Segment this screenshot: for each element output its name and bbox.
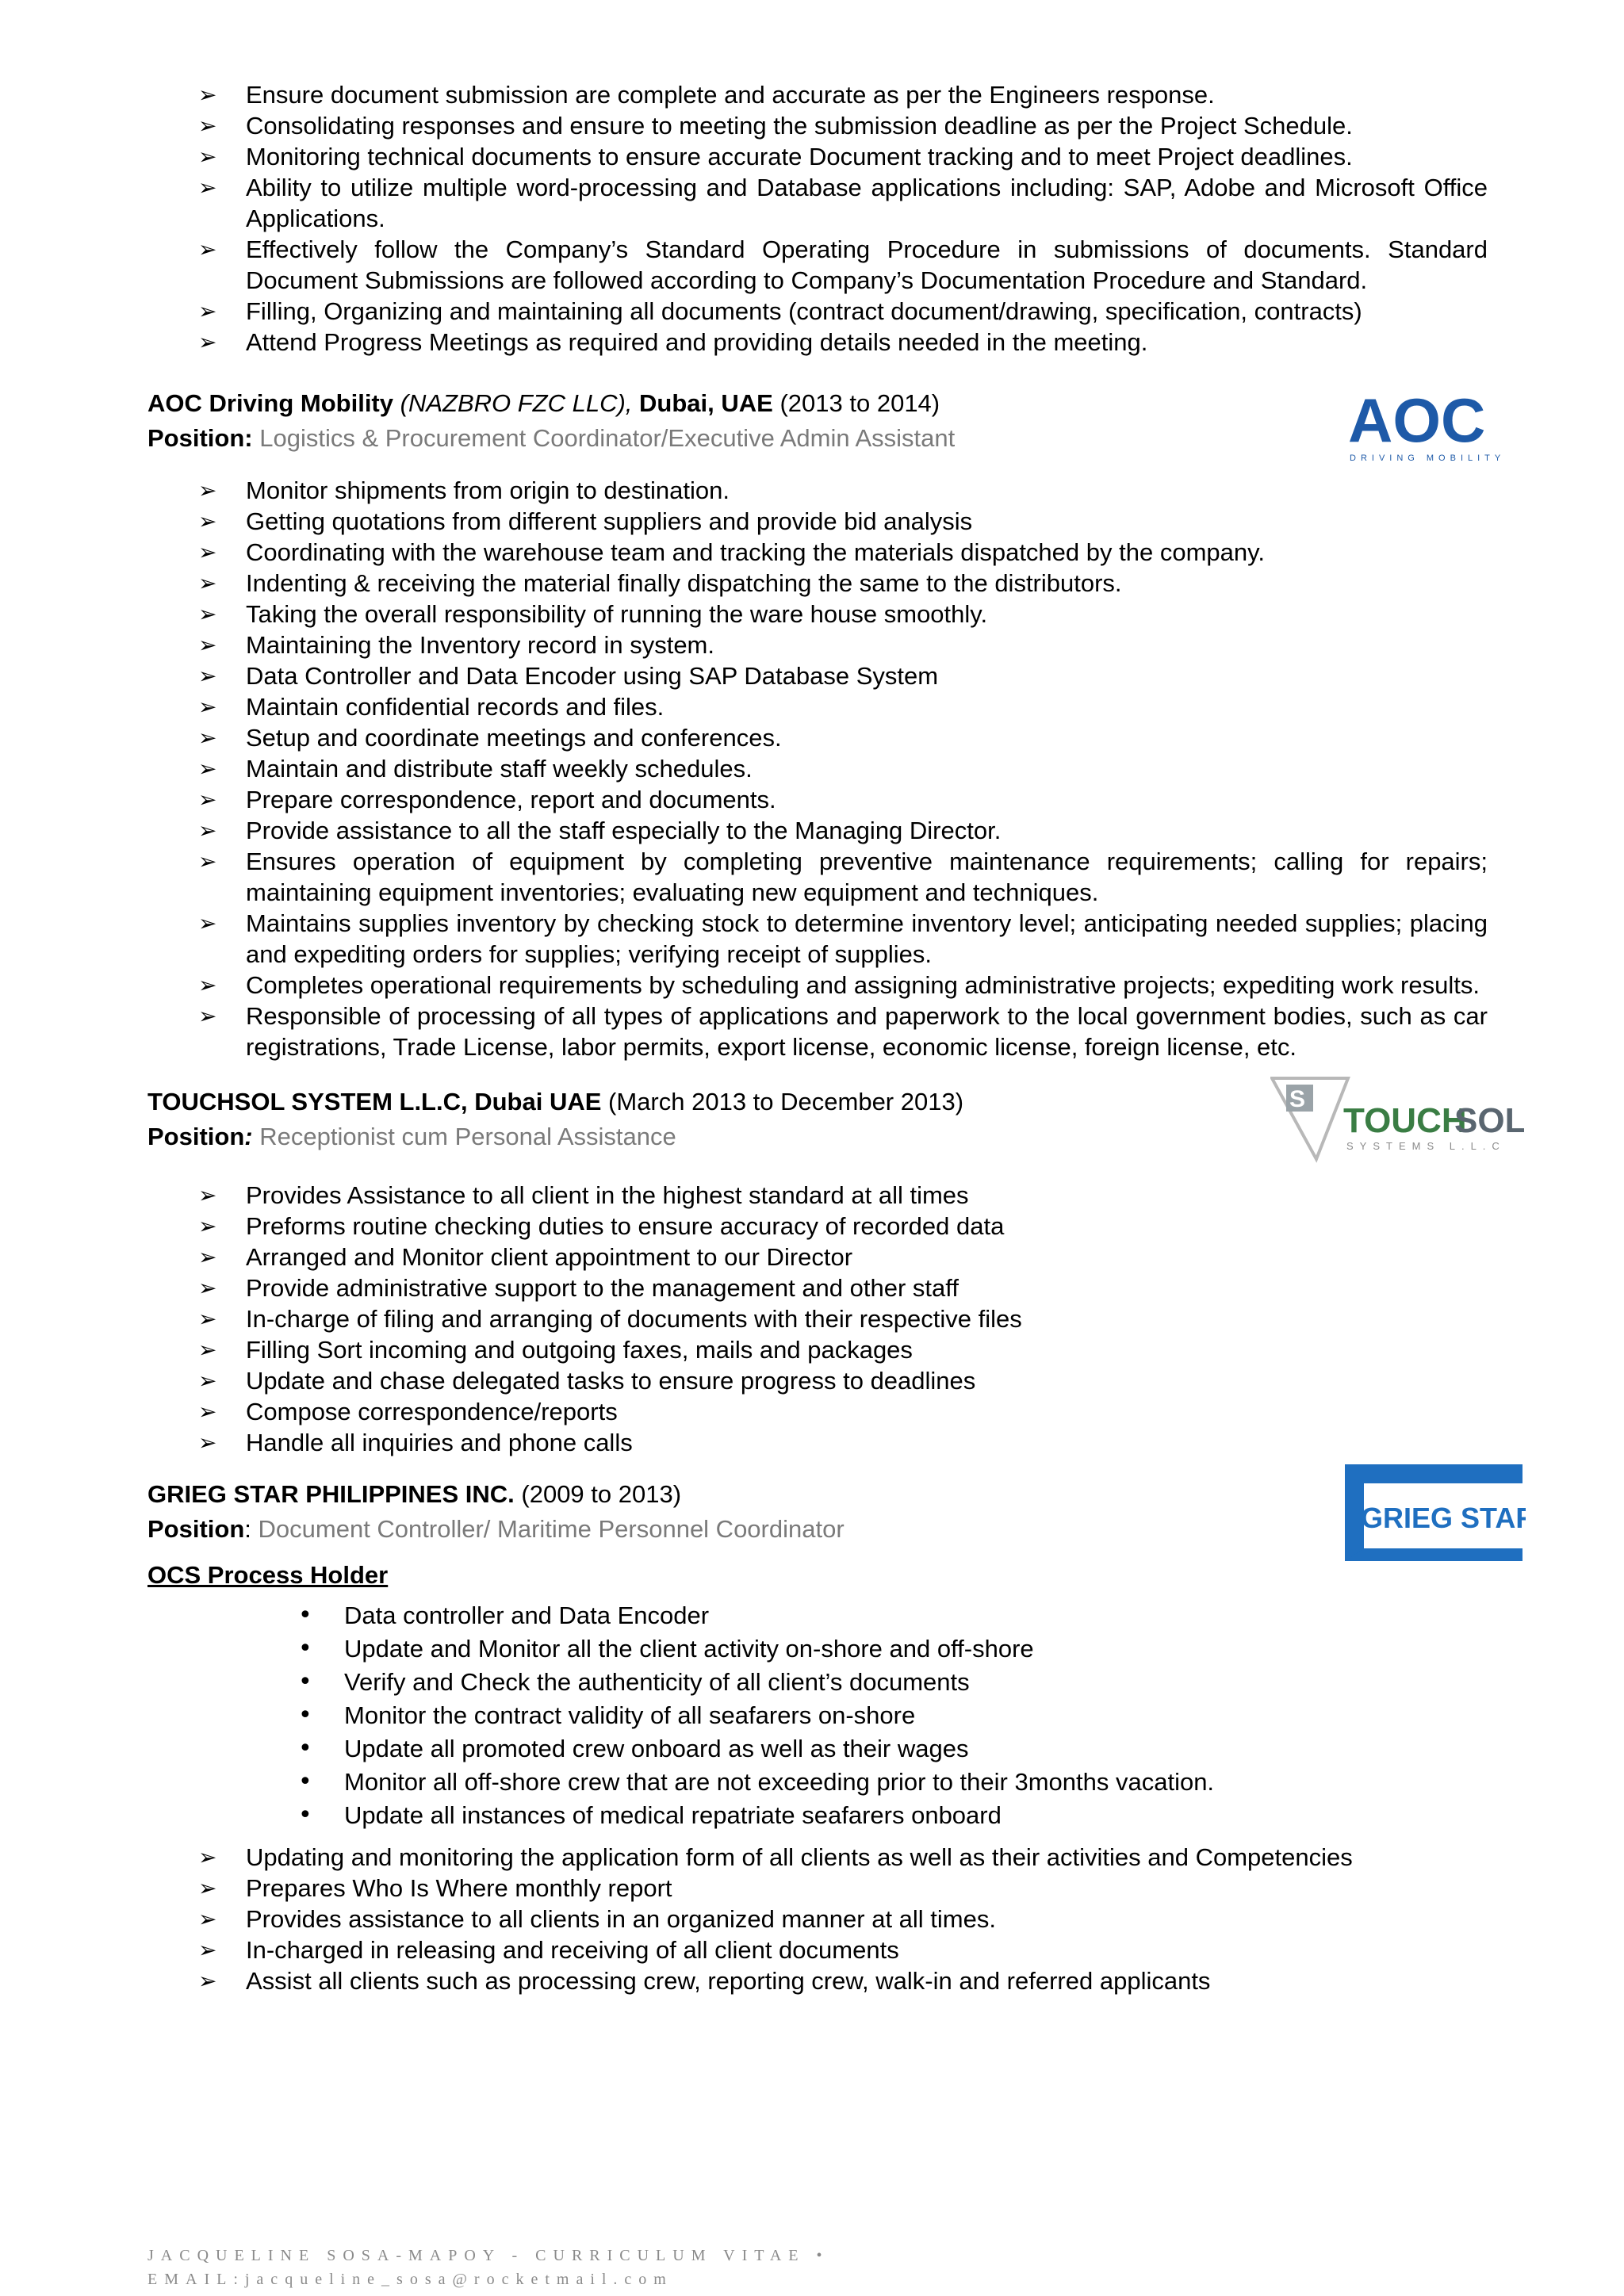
bullet-item: ➢ Handle all inquiries and phone calls — [246, 1427, 1488, 1458]
page-footer — [147, 2244, 829, 2291]
touchsol-bullet-list — [147, 1180, 1488, 1458]
svg-text:S: S — [1289, 1086, 1306, 1112]
aoc-logo — [1343, 386, 1526, 465]
aoc-logo-text: AOC — [1348, 386, 1486, 455]
bullet-item: • Data controller and Data Encoder — [344, 1599, 1488, 1632]
position-colon: : — [244, 1123, 253, 1150]
aoc-logo-sub: DRIVING MOBILITY — [1350, 453, 1506, 463]
position-label: Position: — [147, 424, 253, 452]
job-aoc — [147, 386, 1506, 1062]
bullet-item: ➢ In-charged in releasing and receiving of all client documents — [246, 1934, 1488, 1965]
footer-title: JACQUELINE SOSA-MAPOY - CURRICULUM VITAE • — [147, 2247, 829, 2264]
bullet-item: ➢ Provides Assistance to all client in the highest standard at all times — [246, 1180, 1488, 1211]
bullet-item: ➢ Effectively follow the Company’s Standard Operating Procedure in submissions of documents. Standard Document Submissions are followed according to Company’s Documentation Procedure and Standard. — [246, 234, 1488, 296]
company-legal-name: (NAZBRO FZC LLC), — [400, 389, 633, 417]
aoc-bullet-list — [147, 475, 1488, 1062]
position-title: Logistics & Procurement Coordinator/Executive Admin Assistant — [259, 424, 956, 452]
position-title: Document Controller/ Maritime Personnel Coordinator — [258, 1515, 845, 1543]
bullet-item: • Verify and Check the authenticity of all client’s documents — [344, 1666, 1488, 1699]
bullet-item: ➢ Responsible of processing of all types of applications and paperwork to the local government bodies, such as car registrations, Trade License, labor permits, export license, economic license, foreign license, etc. — [246, 1001, 1488, 1062]
bullet-item: ➢ Assist all clients such as processing crew, reporting crew, walk-in and referred applicants — [246, 1965, 1488, 1996]
bullet-item: ➢ Update and chase delegated tasks to ensure progress to deadlines — [246, 1365, 1488, 1396]
job-grieg-header — [147, 1477, 1488, 1512]
company-name: GRIEG STAR PHILIPPINES INC. — [147, 1480, 515, 1508]
bullet-item: ➢ Coordinating with the warehouse team and tracking the materials dispatched by the company. — [246, 537, 1488, 568]
bullet-item: ➢ Prepares Who Is Where monthly report — [246, 1873, 1488, 1904]
position-title: Receptionist cum Personal Assistance — [259, 1123, 676, 1150]
job-aoc-position — [147, 421, 1488, 456]
company-name: AOC Driving Mobility — [147, 389, 393, 417]
bullet-item: ➢ Maintains supplies inventory by checking stock to determine inventory level; anticipating needed supplies; placing and expediting orders for supplies; verifying receipt of supplies. — [246, 908, 1488, 970]
touchsol-logo — [1270, 1073, 1524, 1169]
touchsol-logo-text-b: SOL — [1454, 1101, 1524, 1140]
bullet-item: ➢ Filling, Organizing and maintaining all documents (contract document/drawing, specification, contracts) — [246, 296, 1488, 327]
bullet-item: ➢ Completes operational requirements by scheduling and assigning administrative projects; expediting work results. — [246, 970, 1488, 1001]
bullet-item: ➢ Maintaining the Inventory record in system. — [246, 629, 1488, 660]
bullet-item: ➢ Arranged and Monitor client appointment to our Director — [246, 1242, 1488, 1272]
position-label: Position — [147, 1123, 245, 1150]
job-dates: (2013 to 2014) — [779, 389, 940, 417]
bullet-item: ➢ Attend Progress Meetings as required and providing details needed in the meeting. — [246, 327, 1488, 358]
grieg-star-logo — [1342, 1456, 1526, 1567]
bullet-item: ➢ Data Controller and Data Encoder using SAP Database System — [246, 660, 1488, 691]
bullet-item: ➢ Setup and coordinate meetings and conferences. — [246, 722, 1488, 753]
ocs-process-holder-heading: OCS Process Holder — [147, 1561, 389, 1589]
bullet-item: ➢ Getting quotations from different suppliers and provide bid analysis — [246, 506, 1488, 537]
grieg-dot-list — [147, 1599, 1488, 1832]
bullet-item: ➢ Preforms routine checking duties to ensure accuracy of recorded data — [246, 1211, 1488, 1242]
footer-email: EMAIL:jacqueline_sosa@rocketmail.com — [147, 2271, 673, 2288]
bullet-item: ➢ Monitor shipments from origin to destination. — [246, 475, 1488, 506]
bullet-item: ➢ Ability to utilize multiple word-processing and Database applications including: SAP, Adobe and Microsoft Office Applications. — [246, 172, 1488, 234]
bullet-item: • Monitor the contract validity of all seafarers on-shore — [344, 1699, 1488, 1732]
position-label: Position — [147, 1515, 245, 1543]
grieg-bullet-list — [147, 1842, 1488, 1996]
bullet-item: ➢ Provide administrative support to the management and other staff — [246, 1272, 1488, 1303]
job-grieg-star — [147, 1477, 1526, 1996]
company-name: TOUCHSOL SYSTEM L.L.C, Dubai UAE — [147, 1088, 602, 1115]
bullet-item: ➢ Compose correspondence/reports — [246, 1396, 1488, 1427]
intro-bullet-list — [147, 79, 1488, 358]
bullet-item: • Update and Monitor all the client activity on-shore and off-shore — [344, 1632, 1488, 1666]
job-touchsol — [147, 1085, 1524, 1458]
touchsol-logo-text-a: TOUCH — [1343, 1101, 1467, 1140]
touchsol-logo-sub: SYSTEMS L.L.C — [1346, 1140, 1506, 1152]
bullet-item: ➢ Taking the overall responsibility of running the ware house smoothly. — [246, 599, 1488, 629]
bullet-item: ➢ Indenting & receiving the material finally dispatching the same to the distributors. — [246, 568, 1488, 599]
job-aoc-header — [147, 386, 1488, 421]
bullet-item: ➢ Consolidating responses and ensure to meeting the submission deadline as per the Project Schedule. — [246, 110, 1488, 141]
bullet-item: ➢ Maintain and distribute staff weekly schedules. — [246, 753, 1488, 784]
bullet-item: ➢ In-charge of filing and arranging of documents with their respective files — [246, 1303, 1488, 1334]
bullet-item: ➢ Ensure document submission are complete and accurate as per the Engineers response. — [246, 79, 1488, 110]
grieg-logo-text: GRIEG STAR — [1361, 1502, 1526, 1534]
company-location: Dubai, UAE — [639, 389, 773, 417]
bullet-item: ➢ Updating and monitoring the application form of all clients as well as their activities and Competencies — [246, 1842, 1488, 1873]
bullet-item: ➢ Monitoring technical documents to ensure accurate Document tracking and to meet Project deadlines. — [246, 141, 1488, 172]
bullet-item: ➢ Provide assistance to all the staff especially to the Managing Director. — [246, 815, 1488, 846]
bullet-item: ➢ Filling Sort incoming and outgoing faxes, mails and packages — [246, 1334, 1488, 1365]
job-grieg-position: Position: Document Controller/ Maritime Personnel Coordinator — [147, 1515, 845, 1543]
cv-page — [147, 79, 1526, 1996]
bullet-item: ➢ Ensures operation of equipment by completing preventive maintenance requirements; calling for repairs; maintaining equipment inventories; evaluating new equipment and techniques. — [246, 846, 1488, 908]
bullet-item: • Update all promoted crew onboard as well as their wages — [344, 1732, 1488, 1766]
job-dates: (March 2013 to December 2013) — [608, 1088, 964, 1115]
bullet-item: ➢ Provides assistance to all clients in an organized manner at all times. — [246, 1904, 1488, 1934]
bullet-item: • Monitor all off-shore crew that are not exceeding prior to their 3months vacation. — [344, 1766, 1488, 1799]
job-dates: (2009 to 2013) — [521, 1480, 682, 1508]
bullet-item: ➢ Maintain confidential records and files. — [246, 691, 1488, 722]
bullet-item: ➢ Prepare correspondence, report and documents. — [246, 784, 1488, 815]
bullet-item: • Update all instances of medical repatriate seafarers onboard — [344, 1799, 1488, 1832]
